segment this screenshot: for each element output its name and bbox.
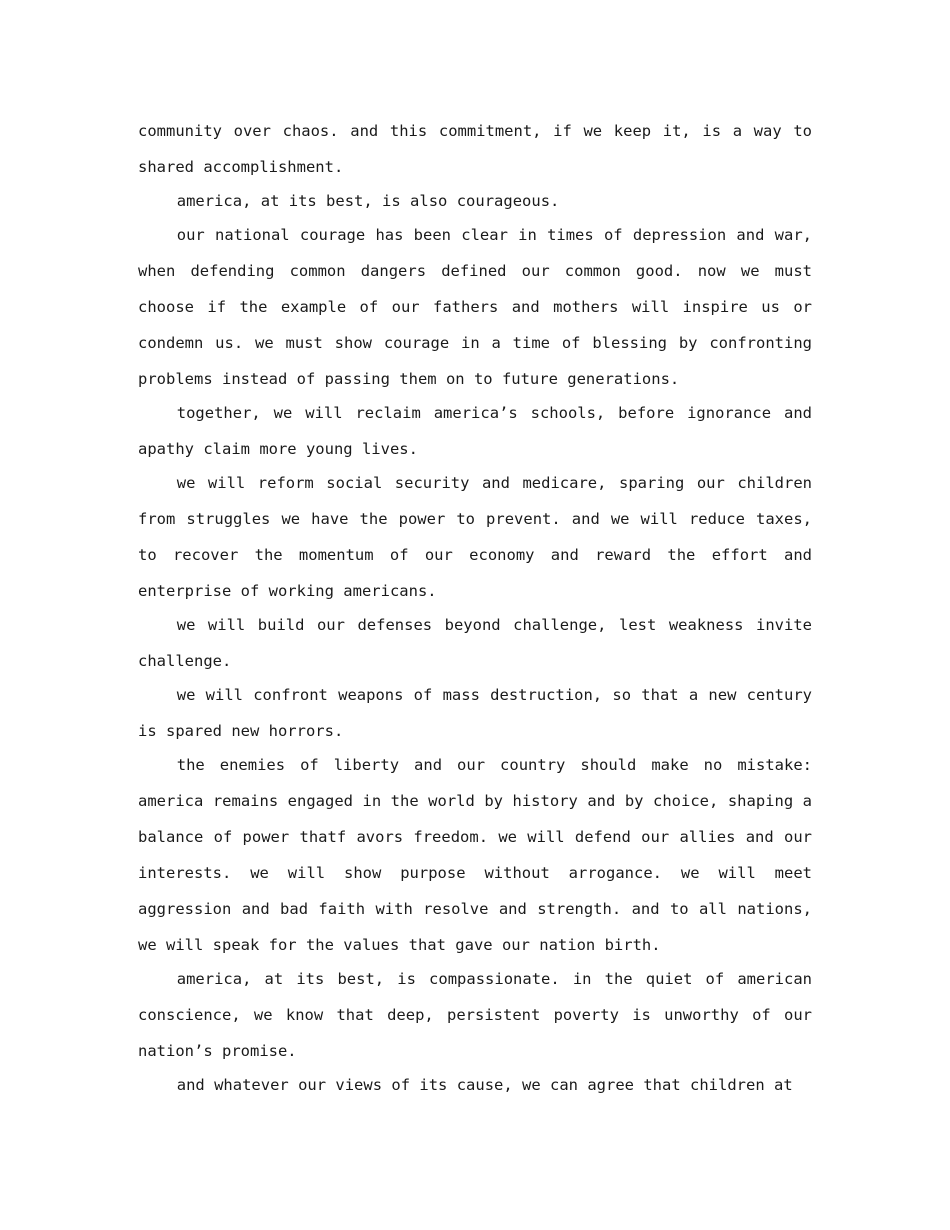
paragraph: together, we will reclaim america’s schools, before ignorance and apathy claim more young lives. xyxy=(138,404,812,458)
paragraph: and whatever our views of its cause, we can agree that children at xyxy=(176,1076,793,1094)
paragraph: we will confront weapons of mass destruction, so that a new century is spared new horrors. xyxy=(138,686,812,740)
paragraph: we will reform social security and medicare, sparing our children from struggles we have the power to prevent. and we will reduce taxes, to recover the momentum of our economy and reward the effort and enterprise of working americans. xyxy=(138,474,812,600)
paragraph: the enemies of liberty and our country should make no mistake: america remains engaged in the world by history and by choice, shaping a balance of power thatf avors freedom. we will defend our allies and our interests. we will show purpose without arrogance. we will meet aggression and bad faith with resolve and strength. and to all nations, we will speak for the values that gave our nation birth. xyxy=(138,756,812,954)
paragraph: america, at its best, is also courageous. xyxy=(176,192,560,210)
paragraph: our national courage has been clear in times of depression and war, when defending common dangers defined our common good. now we must choose if the example of our fathers and mothers will inspire us or condemn us. we must show courage in a time of blessing by confronting problems instead of passing them on to future generations. xyxy=(138,226,812,388)
paragraph: we will build our defenses beyond challenge, lest weakness invite challenge. xyxy=(138,616,812,670)
paragraph: community over chaos. and this commitment, if we keep it, is a way to shared accomplishment. xyxy=(138,122,812,176)
document-body xyxy=(138,113,812,1101)
paragraph: america, at its best, is compassionate. in the quiet of american conscience, we know that deep, persistent poverty is unworthy of our nation’s promise. xyxy=(138,970,812,1060)
